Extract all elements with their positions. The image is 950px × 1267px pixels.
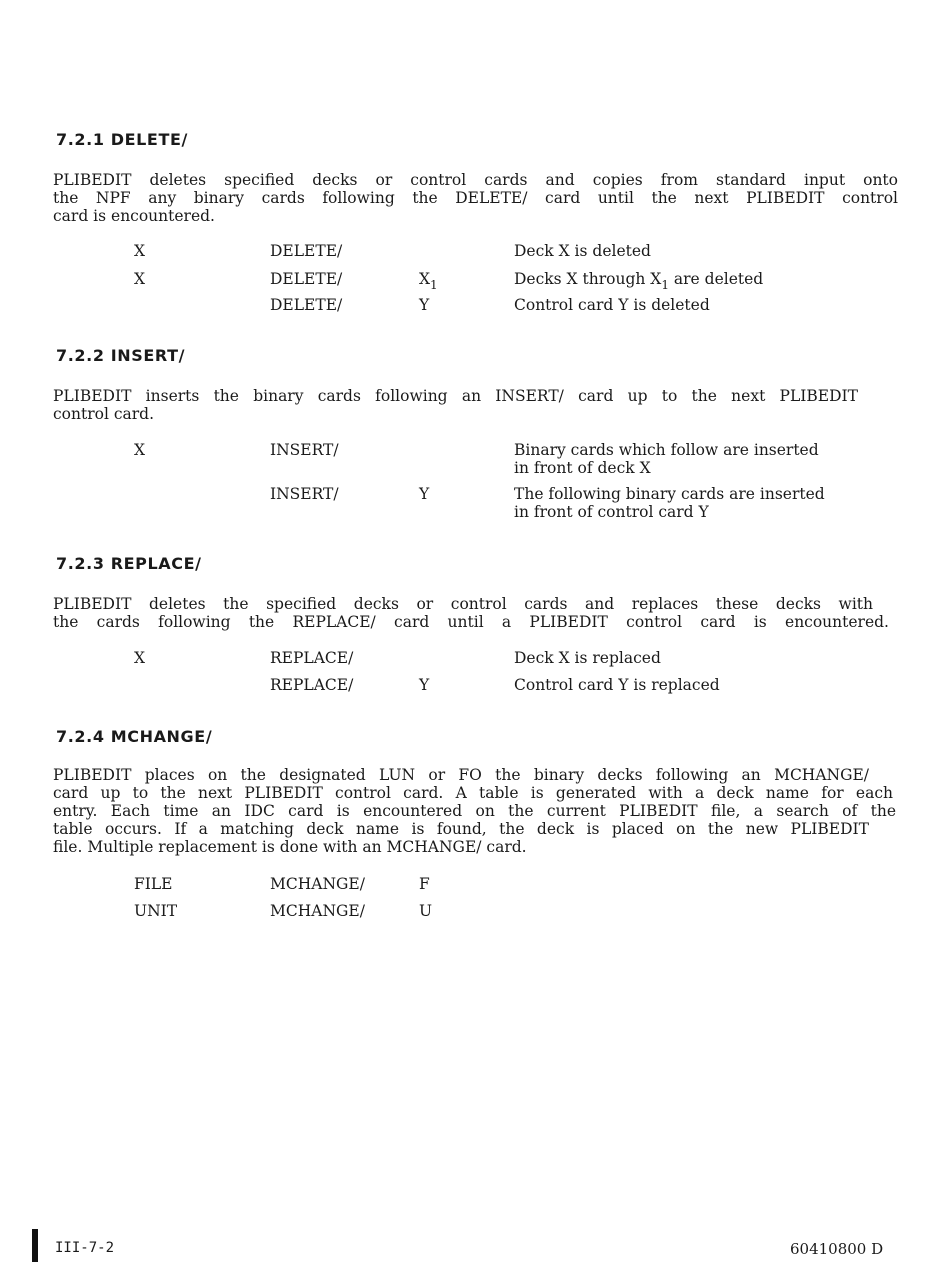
- paragraph-line: card up to the next PLIBEDIT control card. A table is generated with a deck name for each: [53, 784, 893, 802]
- delete-row2-description: [514, 270, 898, 292]
- replace-row1-description: Deck X is replaced: [514, 649, 661, 667]
- insert-row1-command: INSERT/: [270, 441, 339, 459]
- description-post: are deleted: [668, 270, 764, 288]
- argument-base: X: [419, 270, 431, 288]
- paragraph-line: PLIBEDIT deletes the specified decks or control cards and replaces these decks with: [53, 595, 873, 613]
- paragraph-line: entry. Each time an IDC card is encountered on the current PLIBEDIT file, a search of the: [53, 802, 896, 820]
- delete-row1-name: X: [134, 242, 146, 260]
- paragraph-line: the NPF any binary cards following the DELETE/ card until the next PLIBEDIT control: [53, 189, 898, 207]
- insert-row2-argument: Y: [419, 485, 430, 503]
- section-paragraph-replace: [53, 595, 898, 631]
- delete-row1-command: DELETE/: [270, 242, 343, 260]
- paragraph-line: the cards following the REPLACE/ card until a PLIBEDIT control card is encountered.: [53, 613, 889, 631]
- delete-row2-name: X: [134, 270, 146, 288]
- paragraph-line: control card.: [53, 405, 155, 423]
- insert-row1-name: X: [134, 441, 146, 459]
- delete-row2-argument: [419, 270, 438, 292]
- description-pre: Decks X through X: [514, 270, 662, 288]
- replace-row1-name: X: [134, 649, 146, 667]
- section-paragraph-insert: [53, 387, 858, 423]
- argument-subscript: 1: [430, 278, 438, 292]
- description-subscript: 1: [661, 278, 669, 292]
- replace-row2-argument: Y: [419, 676, 430, 694]
- section-heading-insert: 7.2.2 INSERT/: [56, 346, 186, 365]
- paragraph-line: table occurs. If a matching deck name is found, the deck is placed on the new PLIBEDIT: [53, 820, 869, 838]
- description-line: in front of deck X: [514, 459, 651, 477]
- paragraph-line: PLIBEDIT inserts the binary cards following an INSERT/ card up to the next PLIBEDIT: [53, 387, 858, 405]
- paragraph-line: file. Multiple replacement is done with an MCHANGE/ card.: [53, 838, 527, 856]
- replace-row1-command: REPLACE/: [270, 649, 354, 667]
- section-heading-replace: 7.2.3 REPLACE/: [56, 554, 202, 573]
- insert-row1-description: [514, 441, 898, 477]
- delete-row2-command: DELETE/: [270, 270, 343, 288]
- description-line: in front of control card Y: [514, 503, 709, 521]
- insert-row2-command: INSERT/: [270, 485, 339, 503]
- mchange-row2-command: MCHANGE/: [270, 902, 365, 920]
- paragraph-line: PLIBEDIT places on the designated LUN or FO the binary decks following an MCHANGE/: [53, 766, 869, 784]
- paragraph-line: PLIBEDIT deletes specified decks or control cards and copies from standard input onto: [53, 171, 898, 189]
- mchange-row1-argument: F: [419, 875, 430, 893]
- mchange-row1-name: FILE: [134, 875, 173, 893]
- insert-row2-description: [514, 485, 898, 521]
- delete-row3-argument: Y: [419, 296, 430, 314]
- section-paragraph-delete: [53, 171, 898, 225]
- section-heading-delete: 7.2.1 DELETE/: [56, 130, 188, 149]
- document-number: 60410800 D: [790, 1240, 884, 1258]
- delete-row3-description: Control card Y is deleted: [514, 296, 710, 314]
- paragraph-line: card is encountered.: [53, 207, 215, 225]
- mchange-row1-command: MCHANGE/: [270, 875, 365, 893]
- replace-row2-command: REPLACE/: [270, 676, 354, 694]
- change-bar: [32, 1229, 38, 1262]
- section-heading-mchange: 7.2.4 MCHANGE/: [56, 727, 213, 746]
- description-line: Binary cards which follow are inserted: [514, 441, 819, 459]
- delete-row3-command: DELETE/: [270, 296, 343, 314]
- description-line: The following binary cards are inserted: [514, 485, 825, 503]
- page-number: III-7-2: [55, 1240, 115, 1256]
- mchange-row2-name: UNIT: [134, 902, 178, 920]
- section-paragraph-mchange: [53, 766, 898, 856]
- mchange-row2-argument: U: [419, 902, 433, 920]
- replace-row2-description: Control card Y is replaced: [514, 676, 720, 694]
- delete-row1-description: Deck X is deleted: [514, 242, 651, 260]
